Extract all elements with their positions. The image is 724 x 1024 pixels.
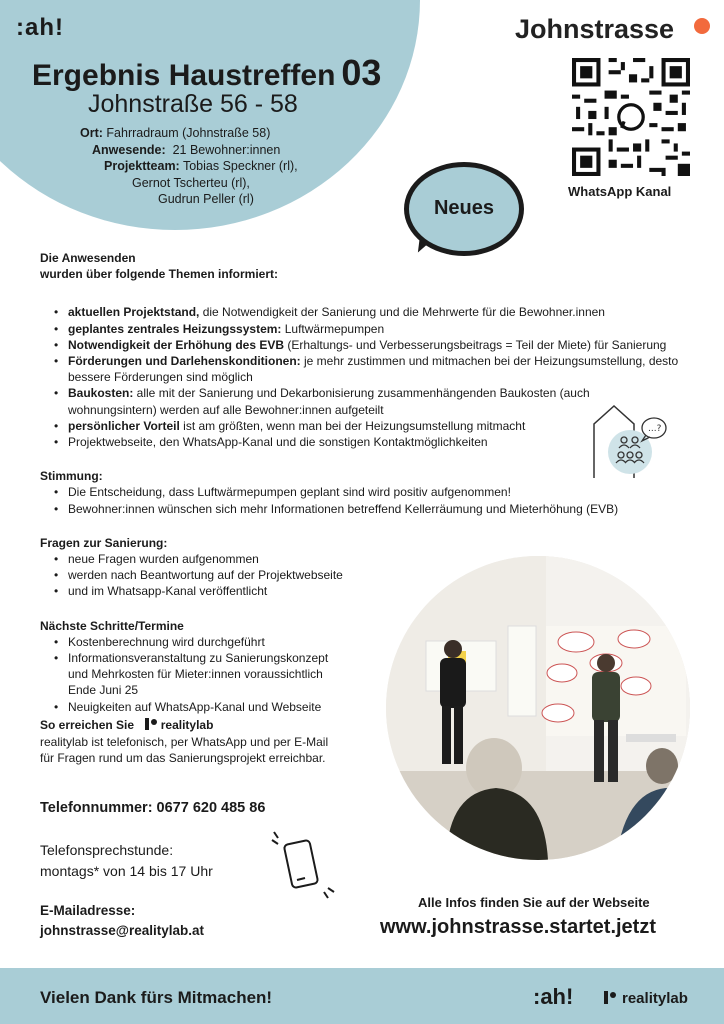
item-bold: aktuellen Projektstand,: [68, 305, 200, 320]
meeting-meta: [40, 125, 340, 208]
team-line3: Gudrun Peller (rl): [158, 192, 254, 206]
title-number: 03: [341, 52, 382, 93]
meeting-photo: [386, 556, 690, 860]
schritte-list: [40, 634, 338, 715]
realitylab-icon: [604, 991, 608, 1004]
item-bold: persönlicher Vorteil: [68, 418, 180, 433]
anwesende-value: 21 Bewohner:innen: [172, 142, 281, 157]
list-item: [68, 321, 688, 337]
reach-brand: realitylab: [160, 718, 214, 732]
team-label: Projektteam:: [104, 159, 180, 173]
reach-heading: So erreichen Sie: [40, 718, 135, 732]
anwesende-label: Anwesende:: [92, 142, 166, 157]
item-text: je mehr zustimmen und mitmachen bei der Heizungsumstellung, desto bessere Förderungen sind möglich: [68, 354, 679, 385]
ah-logo: :ah!: [16, 14, 64, 41]
brand-logo: Johnstrasse: [515, 14, 675, 44]
website-link[interactable]: www.johnstrasse.startet.jetzt: [380, 916, 656, 938]
ort-label: Ort:: [80, 126, 103, 140]
item-text: die Notwendigkeit der Sanierung und die Mehrwerte für die Bewohner.innen: [199, 305, 605, 320]
item-text: (Erhaltungs- und Verbesserungsbeitrags = Teil der Miete) für Sanierung: [284, 337, 667, 352]
item-text: alle mit der Sanierung und Dekarbonisierung zusammenhängenden Baukosten (auch wohnungsintern) werden auf alle Bewohner:innen aufgeteilt: [68, 386, 590, 417]
list-item: [68, 304, 688, 320]
list-item: [68, 337, 688, 353]
smartphone-icon: [268, 830, 340, 900]
spacer: [40, 282, 690, 304]
hotline-value: montags* von 14 bis 17 Uhr: [40, 863, 213, 879]
team-line2: Gernot Tscherteu (rl),: [132, 175, 250, 190]
item-bold: Notwendigkeit der Erhöhung des EVB: [68, 337, 285, 352]
hotline-info: [40, 840, 213, 882]
realitylab-dot: [610, 992, 616, 998]
footer-realitylab-logo: [604, 990, 688, 1007]
whatsapp-channel-label: WhatsApp Kanal: [568, 184, 672, 199]
team-line1: Tobias Speckner (rl),: [182, 159, 298, 173]
item-text: ist am größten, wenn man bei der Heizungsumstellung mitmacht: [179, 418, 526, 433]
page-title: [32, 52, 381, 94]
reach-line2: für Fragen rund um das Sanierungsprojekt erreichbar.: [40, 751, 326, 765]
title-text: Ergebnis Haustreffen: [32, 59, 336, 92]
item-bold: Baukosten:: [68, 386, 134, 401]
list-item: • Bewohner:innen wünschen sich mehr Informationen betreffend Kellerräumung und Mieterhöhung (EVB): [68, 501, 690, 517]
stimmung-list: [40, 484, 690, 516]
website-label: Alle Infos finden Sie auf der Webseite: [418, 895, 650, 910]
phone-number[interactable]: Telefonnummer: 0677 620 485 86: [40, 800, 266, 816]
item-text: Projektwebseite, den WhatsApp-Kanal und die sonstigen Kontaktmöglichkeiten: [68, 435, 488, 450]
list-item: • Informationsveranstaltung zu Sanierungskonzept und Mehrkosten für Mieter:innen voraussichtlich Ende Juni 25: [68, 650, 338, 699]
stimmung-heading: Stimmung:: [40, 469, 103, 484]
list-item: • und im Whatsapp-Kanal veröffentlicht: [68, 583, 690, 599]
list-item: [68, 385, 608, 417]
footer-ah-logo: :ah!: [533, 984, 574, 1009]
reach-line1: realitylab ist telefonisch, per WhatsApp und per E-Mail: [40, 734, 329, 749]
fragen-heading: Fragen zur Sanierung:: [40, 535, 168, 550]
list-item: • werden nach Beantwortung auf der Projektwebseite: [68, 567, 690, 583]
list-item: [68, 353, 688, 385]
intro-line1: Die Anwesenden: [40, 251, 136, 265]
house-people-icon: [590, 400, 670, 480]
realitylab-icon: [145, 718, 149, 730]
email-section: [40, 901, 204, 941]
intro-line2: wurden über folgende Themen informiert:: [40, 267, 279, 282]
item-bold: geplantes zentrales Heizungssystem:: [68, 321, 282, 336]
footer-thanks: Vielen Dank fürs Mitmachen!: [40, 988, 273, 1007]
list-item: • Kostenberechnung wird durchgeführt: [68, 634, 338, 650]
email-label: E-Mailadresse:: [40, 903, 136, 918]
footer-rl-text: realitylab: [622, 990, 688, 1007]
list-item: • Neuigkeiten auf WhatsApp-Kanal und Webseite: [68, 699, 338, 715]
bubble-label: Neues: [433, 197, 495, 219]
list-item: • Die Entscheidung, dass Luftwärmepumpen geplant sind wird positiv aufgenommen!: [68, 484, 690, 500]
list-item: • neue Fragen wurden aufgenommen: [68, 551, 690, 567]
item-text: Luftwärmepumpen: [281, 321, 385, 336]
qr-code-icon[interactable]: [572, 58, 690, 176]
svg-text:...?: ...?: [648, 424, 662, 434]
email-address[interactable]: johnstrasse@realitylab.at: [40, 923, 204, 938]
reach-section: [40, 717, 370, 767]
hotline-label: Telefonsprechstunde:: [40, 842, 174, 858]
item-bold: Förderungen und Darlehenskonditionen:: [68, 354, 301, 369]
ort-value: Fahrradraum (Johnstraße 58): [106, 126, 271, 140]
realitylab-dot: [151, 719, 157, 725]
page-subtitle: Johnstraße 56 - 58: [88, 90, 298, 118]
schritte-heading: Nächste Schritte/Termine: [40, 618, 184, 633]
spacer: [40, 517, 690, 535]
brand-dot: [694, 18, 710, 34]
